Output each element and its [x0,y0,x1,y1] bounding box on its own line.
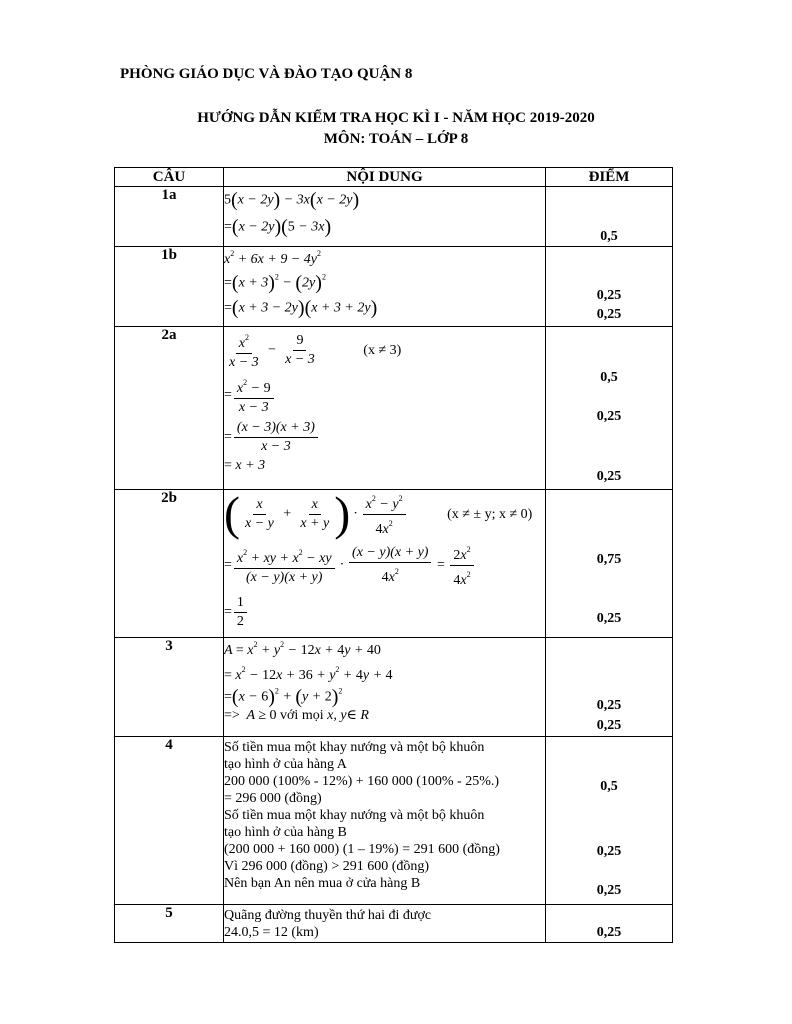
question-number: 2b [115,490,224,638]
solution-content [224,737,546,905]
domain-condition: (x ≠ 3) [363,342,402,358]
text-line: Số tiền mua một khay nướng và một bộ khuôn [224,808,485,823]
text-line: 24.0,5 = 12 (km) [224,925,319,940]
points-value: 0,25 [596,925,622,940]
conclusion-text: với mọi [280,708,324,723]
table-row [115,490,673,638]
points-cell [546,247,673,327]
table-row [115,638,673,737]
subject-title: MÔN: TOÁN – LỚP 8 [323,131,469,147]
math-line: 5(x − 2y) − 3x(x − 2y) [224,189,360,211]
text-line: 200 000 (100% - 12%) + 160 000 (100% - 25%.) [224,774,500,789]
points-cell [546,905,673,943]
points-value: 0,25 [596,307,622,322]
document-title: HƯỚNG DẪN KIỂM TRA HỌC KÌ I - NĂM HỌC 2019-2020 [197,110,595,126]
points-value: 0,25 [596,611,622,626]
table-row [115,737,673,905]
math-line: = x + 3 [224,458,266,473]
column-header-content: NỘI DUNG [224,168,546,187]
solution-content [224,327,546,490]
math-line: = $\frac{(x - 3)(x + 3)}{x - 3}$ [224,419,545,456]
math-line: $x^2 + 6x + 9 - 4y^2$ [224,249,321,267]
text-line: = 296 000 (đồng) [224,791,322,806]
points-value: 0,25 [596,288,622,303]
text-line: (200 000 + 160 000) (1 – 19%) = 291 600 (đồng) [224,842,500,857]
question-number: 3 [115,638,224,737]
table-row [115,247,673,327]
points-value: 0,25 [596,698,622,713]
question-number: 4 [115,737,224,905]
question-number: 5 [115,905,224,943]
points-cell [546,187,673,247]
table-row [115,187,673,247]
table-header-row [115,168,673,187]
points-value: 0,25 [596,469,622,484]
text-line: tạo hình ở của hàng A [224,757,347,772]
math-line: = $\frac{x^2 + xy + x^2 - xy}{(x - y)(x + y)}$ · $\frac{(x - y)(x + y)}{4x^2}$ = $\frac{2x^2}{4x^2}$ [224,541,545,590]
text-line: Vì 296 000 (đồng) > 291 600 (đồng) [224,859,430,874]
table-row [115,327,673,490]
table-row [115,905,673,943]
answer-key-table [114,167,673,943]
points-value: 0,5 [600,370,618,385]
points-value: 0,75 [596,552,622,567]
points-cell [546,327,673,490]
points-cell [546,638,673,737]
column-header-question: CÂU [115,168,224,187]
points-cell [546,737,673,905]
points-value: 0,25 [596,844,622,859]
solution-content [224,187,546,247]
question-number: 2a [115,327,224,490]
math-line: $=(x + 3)^2 - (2y)^2$ [224,272,326,294]
math-line: => A ≥ 0 với mọi x, y∈ R [224,708,369,723]
points-value: 0,25 [596,409,622,424]
math-line: =(x − 2y)(5 − 3x) [224,216,332,238]
question-number: 1b [115,247,224,327]
points-value: 0,25 [596,718,622,733]
solution-content [224,638,546,737]
column-header-points: ĐIỂM [546,168,673,187]
math-line: = $x^2 - 12x + 36 + y^2 + 4y + 4$ [224,665,393,683]
text-line: Nên bạn An nên mua ở cửa hàng B [224,876,421,891]
text-line: Số tiền mua một khay nướng và một bộ khuôn [224,740,485,755]
points-cell [546,490,673,638]
domain-condition: (x ≠ ± y; x ≠ 0) [447,506,533,522]
text-line: Quãng đường thuyền thứ hai đi được [224,908,432,923]
math-line: $=(x - 6)^2 + (y + 2)^2$ [224,686,343,708]
solution-content [224,487,546,638]
math-line: ( $\frac{x}{x - y}$ + $\frac{x}{x + y}$ ) · $\frac{x^2 - y^2}{4x^2}$ (x ≠ ± y; x ≠ 0) [224,487,533,541]
text-line: tạo hình ở của hàng B [224,825,347,840]
question-number: 1a [115,187,224,247]
math-line: $\frac{x^2}{x - 3}$ − $\frac{9}{x - 3}$ (x ≠ 3) [224,329,545,372]
solution-content [224,247,546,327]
department-header: PHÒNG GIÁO DỤC VÀ ĐÀO TẠO QUẬN 8 [120,66,413,82]
solution-content [224,905,546,943]
math-line: = $\frac{1}{2}$ [224,594,545,631]
points-value: 0,25 [596,883,622,898]
math-line: $A = x^2 + y^2 - 12x + 4y + 40$ [224,640,381,658]
implies-symbol: => [224,708,240,723]
math-line: =(x + 3 − 2y)(x + 3 + 2y) [224,297,378,319]
math-line: = $\frac{x^2 - 9}{x - 3}$ [224,374,545,417]
points-value: 0,5 [600,229,618,244]
points-value: 0,5 [600,779,618,794]
